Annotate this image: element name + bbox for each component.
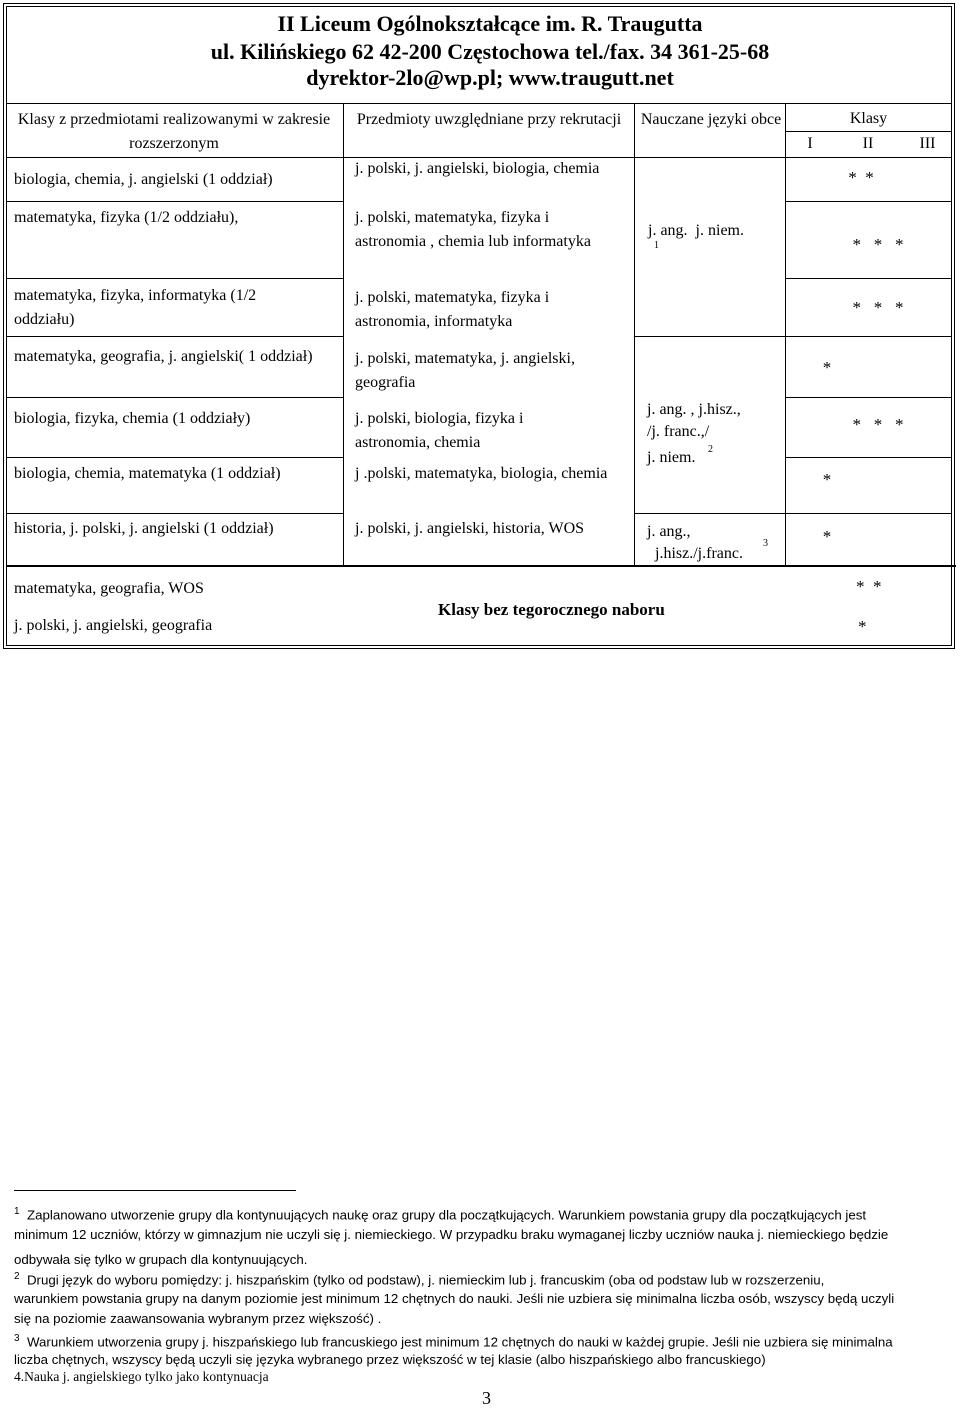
footnote-1-line-1 [14, 1201, 954, 1226]
col-header-przedmioty: Przedmioty uwzględniane przy rekrutacji [356, 111, 622, 128]
row-divider [785, 397, 952, 398]
footnote-3-number: 3 [14, 1333, 20, 1344]
languages-group-1: j. ang. j. niem. [648, 222, 744, 239]
no-admission-label: Klasy bez tegorocznego naboru [438, 600, 665, 619]
languages-group-3-note: 3 [763, 538, 768, 549]
row-divider [785, 457, 952, 458]
school-name: II Liceum Ogólnokształcące im. R. Traugutta [277, 11, 703, 36]
row-divider [634, 513, 952, 514]
languages-group-2-line2: /j. franc.,/ [647, 423, 710, 440]
languages-group-2-note: 2 [708, 444, 713, 455]
school-address: ul. Kilińskiego 62 42-200 Częstochowa tel./fax. 34 361-25-68 [210, 39, 770, 64]
footnote-2-text-a: Drugi język do wyboru pomiędzy: j. hiszpańskim (tylko od podstaw), j. niemieckim lub j. francuskim (oba od podstaw lub w rozszerzeniu, [26, 1272, 825, 1288]
table-row-klasa: matematyka, geografia, j. angielski( 1 oddział) [14, 348, 313, 365]
footnote-2-line-3: się na poziomie zaawansowania wybranym przez większość) . [14, 1311, 382, 1326]
table-row-stars: * * * [852, 415, 904, 434]
table-row-klasa: historia, j. polski, j. angielski (1 oddział) [14, 520, 274, 537]
col-header-ii: II [862, 135, 874, 152]
row-divider [6, 278, 343, 279]
table-row-przedmioty: j. polski, j. angielski, biologia, chemia [355, 160, 600, 177]
footnote-3-line-2: liczba chętnych, wszyscy będą uczyli się języka wybranego przez większość w tej klasie (albo hiszpańskiego albo francuskiego) [14, 1352, 766, 1367]
no-admission-row-2-stars: * [858, 617, 867, 636]
table-row-stars: * [822, 527, 832, 546]
header-divider [6, 103, 952, 104]
languages-group-1-note: 1 [654, 240, 659, 251]
col-divider-3 [785, 103, 786, 565]
no-admission-divider [6, 565, 956, 567]
row-divider [6, 201, 343, 202]
col-divider-2 [634, 103, 635, 565]
table-row-stars: * * * [852, 298, 904, 317]
table-row-przedmioty: j. polski, matematyka, j. angielski, geografia [355, 350, 575, 391]
row-divider [634, 336, 952, 337]
footnote-1-number: 1 [14, 1206, 20, 1217]
footnote-1-text-a: Zaplanowano utworzenie grupy dla kontynuujących naukę oraz grupy dla początkujących. Warunkiem powstania grupy dla początkujących jest [26, 1207, 867, 1223]
table-row-przedmioty: j. polski, j. angielski, historia, WOS [355, 520, 585, 537]
col-divider-1 [343, 103, 344, 565]
footnote-2-line-2: warunkiem powstania grupy na danym poziomie jest minimum 12 chętnych do nauki. Jeśli nie uzbiera się minimalna liczba osób, wszyscy będą uczyli [14, 1291, 895, 1306]
row-divider [785, 201, 952, 202]
languages-group-2-line3: j. niem. [647, 449, 696, 466]
table-row-stars: * * [848, 168, 874, 187]
school-contact: dyrektor-2lo@wp.pl; www.traugutt.net [306, 65, 674, 90]
col-header-klasy-group: Klasy [849, 110, 888, 127]
languages-group-3-line1: j. ang., [647, 523, 691, 540]
col-header-iii: III [919, 135, 936, 152]
table-row-klasa: biologia, chemia, matematyka (1 oddział) [14, 465, 281, 482]
table-row-klasa: matematyka, fizyka (1/2 oddziału), [14, 209, 239, 226]
table-row-stars: * [822, 470, 832, 489]
no-admission-row-2: j. polski, j. angielski, geografia [14, 617, 213, 634]
table-row-przedmioty: j. polski, matematyka, fizyka i astronomia, informatyka [355, 289, 550, 330]
footnote-2-number: 2 [14, 1271, 20, 1282]
footnote-3-text-a: Warunkiem utworzenia grupy j. hiszpańskiego lub francuskiego jest minimum 12 chętnych do nauki w każdej grupie. Jeśli nie uzbiera się minimalna [26, 1334, 893, 1350]
table-row-stars: * [822, 358, 832, 377]
table-row-przedmioty: j. polski, matematyka, fizyka i astronomia , chemia lub informatyka [355, 209, 591, 250]
row-divider [6, 457, 343, 458]
no-admission-row-1-stars: * * [856, 577, 882, 596]
col-header-klasy: Klasy z przedmiotami realizowanymi w zakresie rozszerzonym [17, 111, 331, 152]
table-row-przedmioty: j. polski, biologia, fizyka i astronomia, chemia [355, 410, 524, 451]
languages-group-3-line2: j.hisz./j.franc. [655, 545, 743, 562]
row-divider [785, 278, 952, 279]
footnote-1-line-3: odbywała się tylko w grupach dla kontynuujących. [14, 1252, 308, 1267]
row-divider [6, 513, 343, 514]
row-divider [6, 397, 343, 398]
footnote-4: 4.Nauka j. angielskiego tylko jako kontynuacja [14, 1369, 269, 1384]
row-divider [6, 336, 343, 337]
table-row-klasa: matematyka, fizyka, informatyka (1/2 oddziału) [14, 287, 257, 328]
languages-group-2-line1: j. ang. , j.hisz., [647, 401, 741, 418]
page-number: 3 [482, 1388, 491, 1408]
table-row-klasa: biologia, fizyka, chemia (1 oddziały) [14, 410, 251, 427]
col-header-i: I [807, 135, 813, 152]
footnote-1-line-2: minimum 12 uczniów, którzy w gimnazjum nie uczyli się j. niemieckiego. W przypadku braku wymaganej liczby uczniów nauka j. niemieckiego będzie [14, 1227, 889, 1242]
no-admission-row-1: matematyka, geografia, WOS [14, 580, 204, 597]
footnote-separator [14, 1190, 296, 1191]
table-row-przedmioty: j .polski, matematyka, biologia, chemia [355, 465, 608, 482]
table-row-stars: * * * [852, 235, 904, 254]
col-header-jezyki: Nauczane języki obce [640, 111, 782, 128]
table-row-klasa: biologia, chemia, j. angielski (1 oddział) [14, 171, 273, 188]
